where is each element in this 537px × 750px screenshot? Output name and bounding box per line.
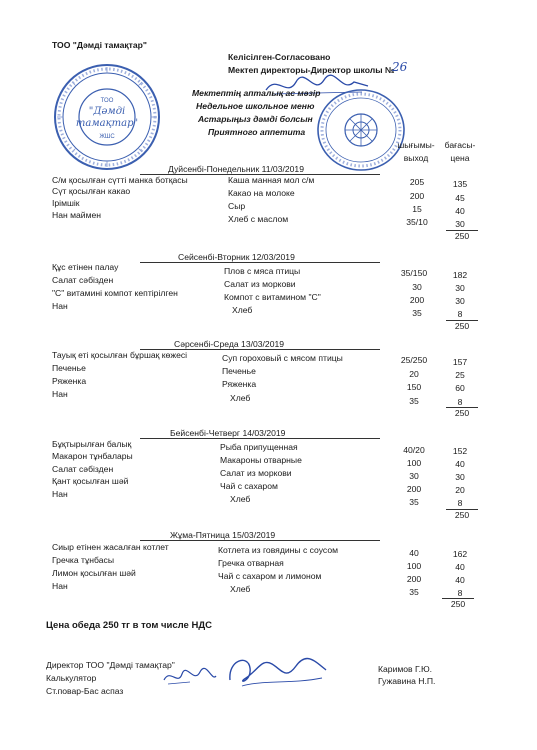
stamp-name-line1: "Дәмді — [88, 106, 126, 117]
day3-item3-out: 150 — [406, 382, 422, 392]
day2-title: Сейсенбі-Вторник 12/03/2019 — [178, 252, 295, 262]
menu-line-2: Недельное школьное меню — [196, 101, 315, 111]
day1-item3-price: 40 — [455, 206, 465, 216]
col-price-header-2: цена — [450, 153, 470, 163]
day4-item2-kz: Макарон тұнбалары — [52, 451, 133, 461]
day3-item4-kz: Нан — [52, 389, 68, 399]
day4-item5-price: 8 — [457, 498, 463, 508]
day4-item5-out: 35 — [409, 497, 419, 507]
day3-item2-ru: Печенье — [222, 366, 256, 376]
day4-item4-ru: Чай с сахаром — [220, 481, 278, 491]
day4-item3-price: 30 — [455, 472, 465, 482]
day4-total: 250 — [446, 509, 478, 520]
day3-item2-kz: Печенье — [52, 363, 86, 373]
day2-item2-kz: Салат сәбізден — [52, 275, 114, 285]
school-number: 26 — [392, 60, 408, 74]
company-name: ТОО "Дәмді тамақтар" — [52, 40, 147, 50]
col-output-header-1: шығымы- — [397, 140, 435, 150]
day2-item3-ru: Компот с витамином "С" — [224, 292, 321, 302]
stamp-seal-icon — [52, 62, 162, 172]
cook-signature-icon — [222, 650, 332, 692]
day3-item4-ru: Хлеб — [230, 393, 251, 403]
day1-item1-ru: Каша манная мол с/м — [228, 175, 315, 185]
day2-total: 250 — [446, 320, 478, 331]
day3-item3-ru: Ряженка — [222, 379, 257, 389]
day5-item4-price: 8 — [457, 588, 463, 598]
day2-item3-price: 30 — [455, 296, 465, 306]
day1-title: Дуйсенбі-Понедельник 11/03/2019 — [168, 164, 304, 174]
day2-item1-kz: Құс етінен палау — [52, 262, 119, 272]
signer-cook: Ст.повар-Бас аспаз — [46, 686, 124, 696]
day2-item4-kz: Нан — [52, 301, 68, 311]
day5-title: Жұма-Пятница 15/03/2019 — [170, 530, 276, 540]
day1-item4-out: 35/10 — [406, 217, 428, 227]
day2-item4-price: 8 — [457, 309, 463, 319]
day1-item4-ru: Хлеб с маслом — [228, 214, 289, 224]
day4-item1-kz: Бұқтырылған балық — [52, 439, 132, 449]
day5-item3-out: 200 — [406, 574, 422, 584]
day2-item2-out: 30 — [412, 282, 422, 292]
day4-item4-price: 20 — [455, 485, 465, 495]
day1-item3-out: 15 — [412, 204, 422, 214]
menu-line-3: Астарыңыз дәмді болсын — [198, 114, 313, 124]
day1-item4-price: 30 — [455, 219, 465, 229]
day4-item3-kz: Салат сәбізден — [52, 464, 114, 474]
day5-item2-price: 40 — [455, 562, 465, 572]
day2-item4-ru: Хлеб — [232, 305, 253, 315]
day4-item4-kz: Қант қосылған шәй — [52, 476, 129, 486]
day4-item4-out: 200 — [406, 484, 422, 494]
day5-item4-out: 35 — [409, 587, 419, 597]
signer-calculator: Калькулятор — [46, 673, 97, 683]
day1-total: 250 — [446, 230, 478, 241]
name-guzhavina: Гужавина Н.П. — [378, 676, 436, 686]
day4-title: Бейсенбі-Четверг 14/03/2019 — [170, 428, 286, 438]
day4-item2-out: 100 — [406, 458, 422, 468]
day2-item3-out: 200 — [409, 295, 425, 305]
day1-item2-kz: Сүт қосылған какао — [52, 186, 131, 196]
day4-item1-out: 40/20 — [403, 445, 425, 455]
day3-item1-kz: Тауық еті қосылған бұршақ көжесі — [52, 350, 188, 360]
company-stamp — [52, 62, 162, 172]
day3-item4-out: 35 — [409, 396, 419, 406]
stamp-tag: ЖШС — [99, 134, 115, 140]
approval-line1: Келісілген-Согласовано — [228, 52, 331, 62]
day4-item5-kz: Нан — [52, 489, 68, 499]
day3-total: 250 — [446, 407, 478, 418]
day5-item3-price: 40 — [455, 575, 465, 585]
signer-director: Директор ТОО "Дәмді тамақтар" — [46, 660, 175, 670]
col-output-header-2: выход — [403, 153, 429, 163]
day4-item3-ru: Салат из моркови — [220, 468, 292, 478]
stamp-org: ТОО — [100, 98, 114, 104]
day5-item3-ru: Чай с сахаром и лимоном — [218, 571, 322, 581]
day1-item3-ru: Сыр — [228, 201, 246, 211]
day3-item1-ru: Суп гороховый с мясом птицы — [222, 353, 343, 363]
day2-item3-kz: "С" витамині компот кептірілген — [52, 288, 178, 298]
day5-item1-price: 162 — [452, 549, 468, 559]
day1-item4-kz: Нан маймен — [52, 210, 102, 220]
name-karimov: Каримов Г.Ю. — [378, 664, 433, 674]
day1-item2-ru: Какао на молоке — [228, 188, 295, 198]
day5-item4-kz: Нан — [52, 581, 68, 591]
day5-item2-out: 100 — [406, 561, 422, 571]
day2-item1-price: 182 — [452, 270, 468, 280]
day4-item2-ru: Макароны отварные — [220, 455, 302, 465]
day4-item3-out: 30 — [409, 471, 419, 481]
day3-item1-price: 157 — [452, 357, 468, 367]
day1-item2-out: 200 — [409, 191, 425, 201]
day1-item3-kz: Ірімшік — [52, 198, 80, 208]
day2-item2-ru: Салат из моркови — [224, 279, 296, 289]
day4-item2-price: 40 — [455, 459, 465, 469]
day3-item1-out: 25/250 — [400, 355, 428, 365]
day1-item2-price: 45 — [455, 193, 465, 203]
menu-line-1: Мектептің апталық ас мәзір — [192, 88, 321, 98]
day5-item2-ru: Гречка отварная — [218, 558, 284, 568]
price-note: Цена обеда 250 тг в том числе НДС — [46, 620, 212, 631]
day4-item5-ru: Хлеб — [230, 494, 251, 504]
day5-item2-kz: Гречка тұнбасы — [52, 555, 114, 565]
day1-item1-out: 205 — [409, 177, 425, 187]
day1-item1-price: 135 — [452, 179, 468, 189]
day5-item1-out: 40 — [409, 548, 419, 558]
day1-item1-kz: С/м қосылған сүтті манка ботқасы — [52, 175, 188, 185]
day2-item1-ru: Плов с мяса птицы — [224, 266, 301, 276]
day2-item2-price: 30 — [455, 283, 465, 293]
approval-line2: Мектеп директоры-Директор школы № — [228, 65, 395, 75]
day5-total: 250 — [442, 598, 474, 609]
day4-item1-ru: Рыба припущенная — [220, 442, 298, 452]
day5-item1-kz: Сиыр етінен жасалған котлет — [52, 542, 169, 552]
calculator-signature-icon — [160, 664, 220, 690]
day5-item1-ru: Котлета из говядины с соусом — [218, 545, 339, 555]
day5-item4-ru: Хлеб — [230, 584, 251, 594]
day3-item3-kz: Ряженка — [52, 376, 87, 386]
day3-item3-price: 60 — [455, 383, 465, 393]
day2-item1-out: 35/150 — [400, 268, 428, 278]
col-price-header-1: бағасы- — [444, 140, 476, 150]
day3-item2-price: 25 — [455, 370, 465, 380]
day5-item3-kz: Лимон қосылған шәй — [52, 568, 136, 578]
day3-item2-out: 20 — [409, 369, 419, 379]
day3-item4-price: 8 — [457, 397, 463, 407]
day2-item4-out: 35 — [412, 308, 422, 318]
day3-title: Сәрсенбі-Среда 13/03/2019 — [174, 339, 285, 349]
menu-line-4: Приятного аппетита — [208, 127, 306, 137]
day4-item1-price: 152 — [452, 446, 468, 456]
stamp-name-line2: тамақтар" — [75, 118, 139, 129]
